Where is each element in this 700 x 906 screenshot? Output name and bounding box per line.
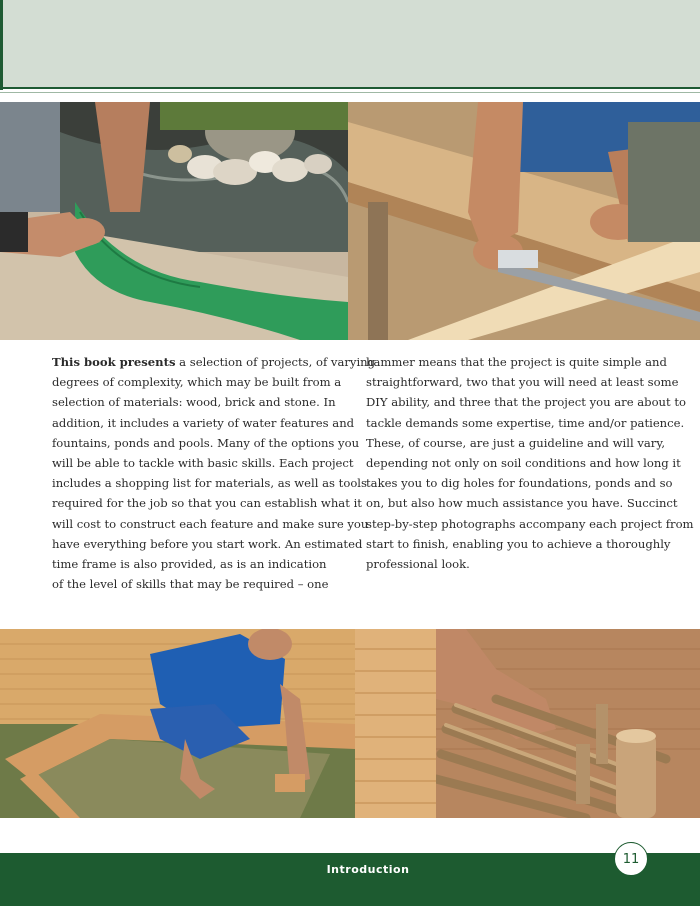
- header-rule-thin: [0, 92, 700, 93]
- body-line: on, but also how much assistance you have. Succinct: [366, 496, 678, 511]
- body-text-right-column: [366, 352, 694, 574]
- footer-band: [0, 853, 700, 906]
- header-edge: [0, 0, 3, 90]
- body-line: step-by-step photographs accompany each project from: [366, 516, 694, 531]
- brick-laying-photo: [0, 629, 436, 818]
- lead-in: This book presents: [52, 355, 176, 369]
- page-number: 11: [614, 842, 648, 876]
- body-line: time frame is also provided, as is an indication: [52, 557, 327, 572]
- body-line: These, of course, are just a guideline and will vary,: [366, 435, 666, 450]
- body-line: required for the job so that you can establish what it: [52, 496, 362, 511]
- body-line: depending not only on soil conditions and how long it: [366, 456, 681, 471]
- header-rule: [0, 87, 700, 89]
- body-line: selection of materials: wood, brick and stone. In: [52, 395, 336, 410]
- wood-measuring-photo: [348, 102, 700, 340]
- body-line: tackle demands some expertise, time and/or patience.: [366, 415, 685, 430]
- pond-liner-edging-photo: [0, 102, 348, 340]
- body-line: straightforward, two that you will need at least some: [366, 375, 679, 390]
- body-line: fountains, ponds and pools. Many of the options you: [52, 435, 360, 450]
- log-fence-photo: [436, 629, 700, 818]
- body-line: professional look.: [366, 557, 470, 572]
- body-line: addition, it includes a variety of water features and: [52, 415, 355, 430]
- body-line: will cost to construct each feature and make sure you: [52, 516, 369, 531]
- body-line: takes you to dig holes for foundations, ponds and so: [366, 476, 673, 491]
- body-line: degrees of complexity, which may be built from a: [52, 375, 342, 390]
- body-line: will be able to tackle with basic skills. Each project: [52, 456, 354, 471]
- section-label: Introduction: [326, 863, 410, 876]
- header-band: [0, 0, 700, 87]
- body-line: hammer means that the project is quite simple and: [366, 355, 667, 369]
- body-line: includes a shopping list for materials, as well as tools: [52, 476, 367, 491]
- body-line-1: This book presents a selection of projects, of varying: [52, 355, 376, 369]
- body-line: of the level of skills that may be required – one: [52, 577, 329, 592]
- body-line: have everything before you start work. An estimated: [52, 536, 363, 551]
- body-line: DIY ability, and three that the project you are about to: [366, 395, 687, 410]
- body-text-left-column: [52, 352, 376, 594]
- body-line: start to finish, enabling you to achieve a thoroughly: [366, 536, 671, 551]
